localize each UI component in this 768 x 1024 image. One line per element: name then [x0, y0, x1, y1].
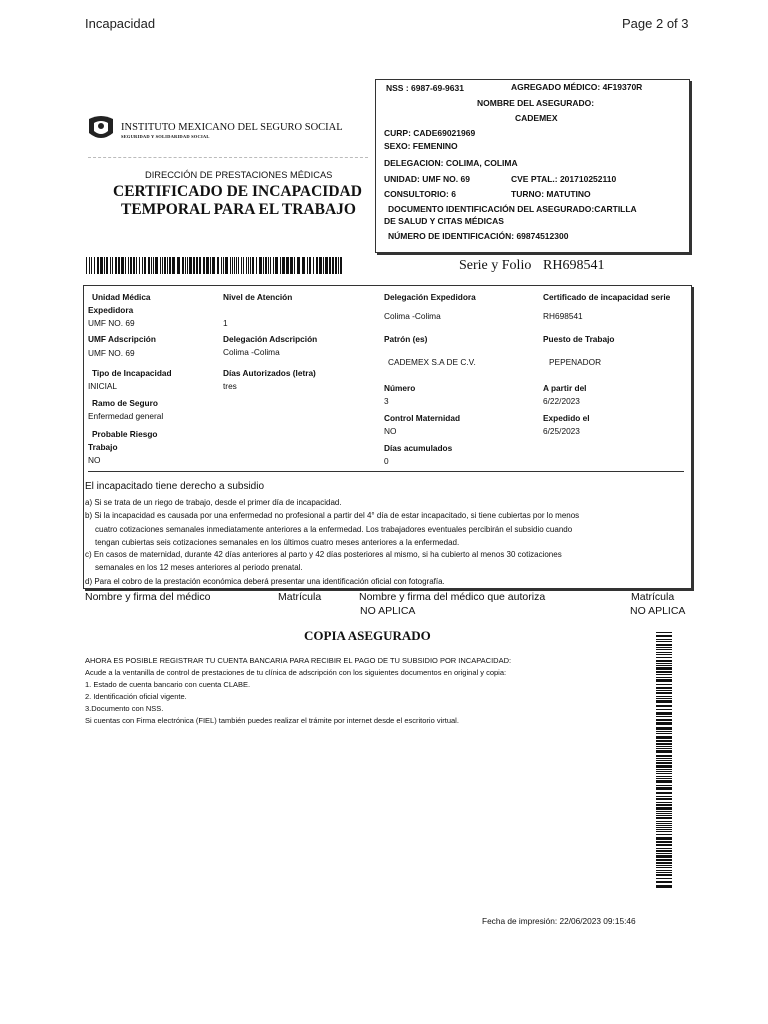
umf-adscripcion-label: UMF Adscripción — [88, 334, 156, 344]
matricula-value-2: NO APLICA — [630, 605, 686, 617]
nivel-atencion-value: 1 — [223, 318, 228, 328]
unidad-medica-label: Unidad Médica — [92, 292, 151, 302]
copia-line-1: AHORA ES POSIBLE REGISTRAR TU CUENTA BANCARIA PARA RECIBIR EL PAGO DE TU SUBSIDIO POR INCAPACIDAD: — [85, 656, 512, 665]
cve-ptal: CVE PTAL.: 201710252110 — [511, 174, 617, 184]
subsidio-item-b-cont-2: tengan cubiertas seis cotizaciones semanales en los últimos cuatro meses anteriores a la enfermedad. — [95, 538, 460, 547]
documento-identificacion: DOCUMENTO IDENTIFICACIÓN DEL ASEGURADO:CARTILLA — [388, 204, 637, 214]
dias-autorizados-label: Días Autorizados (letra) — [223, 368, 316, 378]
matricula-label-1: Matrícula — [278, 591, 322, 603]
sexo: SEXO: FEMENINO — [384, 141, 458, 151]
delegacion: DELEGACION: COLIMA, COLIMA — [384, 158, 518, 168]
subsidio-item-c: c) En casos de maternidad, durante 42 días anteriores al parto y 42 días posteriores al mismo, si ha cubierto al menos 30 cotizaciones — [85, 550, 562, 559]
subsidio-item-b-cont-1: cuatro cotizaciones semanales inmediatamente anteriores a la enfermedad. Los trabajadores eventuales percibirán el subsidio cuando — [95, 525, 573, 534]
document-title-line-1: CERTIFICADO DE INCAPACIDAD — [113, 183, 362, 200]
serie-folio-label: Serie y Folio — [459, 258, 532, 273]
divider — [88, 157, 368, 158]
subsidio-item-c-cont: semanales en los 12 meses anteriores al periodo prenatal. — [95, 563, 303, 572]
copia-line-5: 3.Documento con NSS. — [85, 704, 164, 713]
document-title-line-2: TEMPORAL PARA EL TRABAJO — [121, 201, 356, 218]
delegacion-expedidora-value: Colima -Colima — [384, 311, 441, 321]
firma-autoriza-label: Nombre y firma del médico que autoriza — [359, 591, 546, 603]
dias-acumulados-value: 0 — [384, 456, 389, 466]
serie-folio-value: RH698541 — [543, 258, 605, 273]
insured-name-label: NOMBRE DEL ASEGURADO: — [477, 98, 595, 108]
unidad: UNIDAD: UMF NO. 69 — [384, 174, 470, 184]
section-divider — [88, 471, 684, 472]
copia-line-4: 2. Identificación oficial vigente. — [85, 692, 187, 701]
barcode-vertical — [656, 632, 672, 890]
insured-info-box — [375, 79, 690, 253]
unidad-medica-label-2: Expedidora — [88, 305, 134, 315]
puesto-label: Puesto de Trabajo — [543, 334, 615, 344]
unidad-medica-value: UMF NO. 69 — [88, 318, 135, 328]
certificado-serie-label: Certificado de incapacidad serie — [543, 292, 671, 302]
barcode-top — [86, 257, 346, 274]
matricula-label-2: Matrícula — [631, 591, 675, 603]
subsidio-item-b: b) Si la incapacidad es causada por una enfermedad no profesional a partir del 4° día de estar incapacitado, si tiene cubiertas por lo menos — [85, 511, 580, 520]
copia-line-2: Acude a la ventanilla de control de prestaciones de tu clínica de adscripción con los siguientes documentos en original y copia: — [85, 668, 507, 677]
numero-value: 3 — [384, 396, 389, 406]
riesgo-trabajo-label: Probable Riesgo — [92, 429, 158, 439]
institution-tagline: SEGURIDAD Y SOLIDARIDAD SOCIAL — [121, 134, 210, 139]
riesgo-trabajo-label-2: Trabajo — [88, 442, 118, 452]
subsidio-item-d: d) Para el cobro de la prestación económica deberá presentar una identificación oficial con fotografía. — [85, 577, 445, 586]
control-maternidad-label: Control Maternidad — [384, 413, 461, 423]
turno: TURNO: MATUTINO — [511, 189, 591, 199]
firma-medico-label: Nombre y firma del médico — [85, 591, 211, 603]
a-partir-value: 6/22/2023 — [543, 396, 580, 406]
a-partir-label: A partir del — [543, 383, 587, 393]
consultorio: CONSULTORIO: 6 — [384, 189, 456, 199]
dias-acumulados-label: Días acumulados — [384, 443, 453, 453]
ramo-seguro-value: Enfermedad general — [88, 411, 164, 421]
documento-identificacion-cont: DE SALUD Y CITAS MÉDICAS — [384, 216, 504, 226]
insured-name: CADEMEX — [515, 113, 558, 123]
puesto-value: PEPENADOR — [549, 357, 602, 367]
copia-line-6: Si cuentas con Firma electrónica (FIEL) también puedes realizar el trámite por internet desde el escritorio virtual. — [85, 716, 459, 725]
expedido-value: 6/25/2023 — [543, 426, 580, 436]
dias-autorizados-value: tres — [223, 381, 237, 391]
tipo-incapacidad-label: Tipo de Incapacidad — [92, 368, 172, 378]
nss: NSS : 6987-69-9631 — [386, 83, 464, 93]
delegacion-adscripcion-value: Colima -Colima — [223, 347, 280, 357]
subsidio-item-a: a) Si se trata de un riego de trabajo, desde el primer día de incapacidad. — [85, 498, 342, 507]
copia-title: COPIA ASEGURADO — [304, 628, 431, 643]
delegacion-adscripcion-label: Delegación Adscripción — [223, 334, 318, 344]
firma-autoriza-value: NO APLICA — [360, 605, 416, 617]
umf-adscripcion-value: UMF NO. 69 — [88, 348, 135, 358]
certificado-serie-value: RH698541 — [543, 311, 583, 321]
institution-name: INSTITUTO MEXICANO DEL SEGURO SOCIAL — [121, 122, 343, 133]
direction: DIRECCIÓN DE PRESTACIONES MÉDICAS — [145, 170, 333, 180]
patron-value: CADEMEX S.A DE C.V. — [388, 357, 476, 367]
page-number: Page 2 of 3 — [622, 16, 689, 31]
delegacion-expedidora-label: Delegación Expedidora — [384, 292, 476, 302]
expedido-label: Expedido el — [543, 413, 590, 423]
subsidio-heading: El incapacitado tiene derecho a subsidio — [85, 481, 265, 492]
control-maternidad-value: NO — [384, 426, 397, 436]
fecha-impresion: Fecha de impresión: 22/06/2023 09:15:46 — [482, 916, 636, 926]
copia-line-3: 1. Estado de cuenta bancario con cuenta CLABE. — [85, 680, 251, 689]
nivel-atencion-label: Nivel de Atención — [223, 292, 293, 302]
page-header-title: Incapacidad — [85, 16, 156, 31]
numero-identificacion: NÚMERO DE IDENTIFICACIÓN: 69874512300 — [388, 231, 569, 241]
curp: CURP: CADE69021969 — [384, 128, 476, 138]
tipo-incapacidad-value: INICIAL — [88, 381, 118, 391]
ramo-seguro-label: Ramo de Seguro — [92, 398, 158, 408]
numero-label: Número — [384, 383, 416, 393]
riesgo-trabajo-value: NO — [88, 455, 101, 465]
patron-label: Patrón (es) — [384, 334, 428, 344]
agregado-medico: AGREGADO MÉDICO: 4F19370R — [511, 82, 643, 92]
imss-logo — [86, 113, 116, 143]
